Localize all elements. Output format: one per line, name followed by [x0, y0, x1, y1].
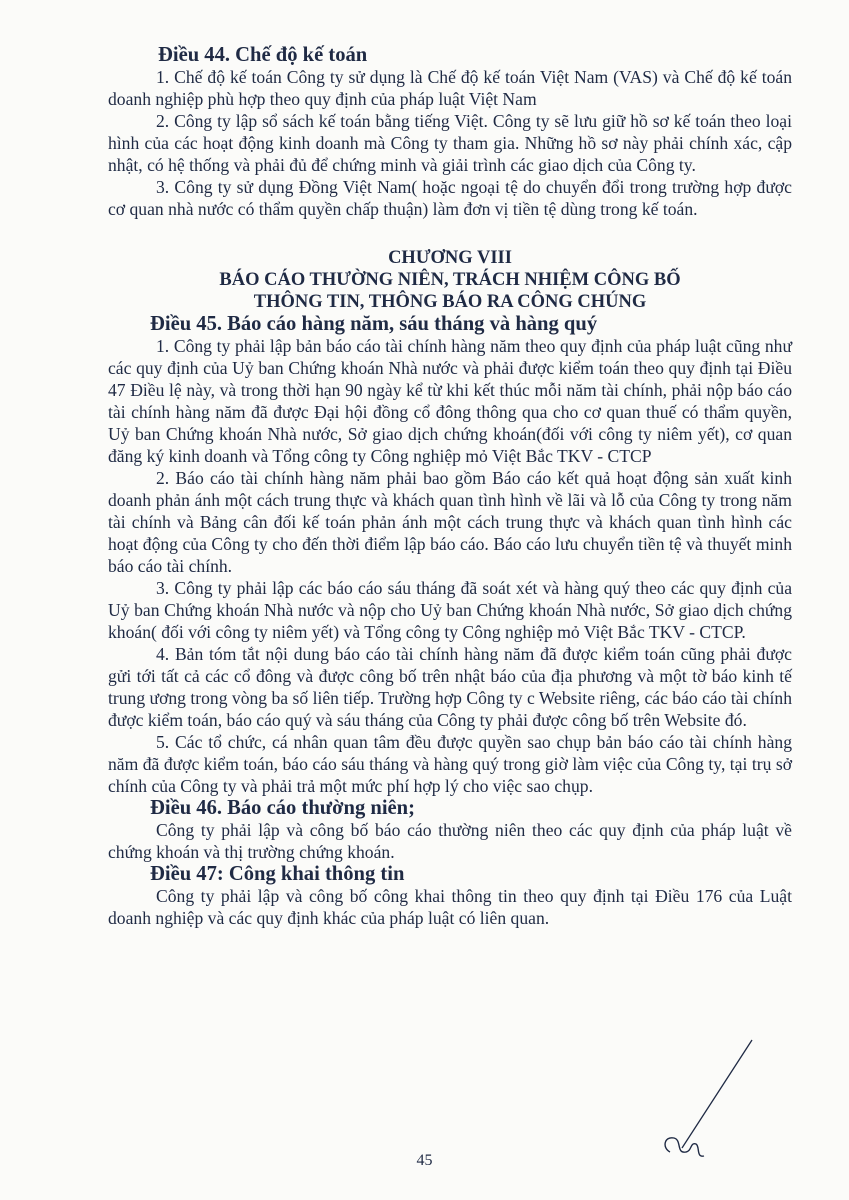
- chapter-title-line-1: BÁO CÁO THƯỜNG NIÊN, TRÁCH NHIỆM CÔNG BỐ: [219, 270, 681, 290]
- article-45-para-3: 3. Công ty phải lập các báo cáo sáu tháng đã soát xét và hàng quý theo các quy định của Uỷ ban Chứng khoán Nhà nước và nộp cho Uỷ ban Chứng khoán Nhà nước, Sở giao dịch chứng khoán( đối với công ty niêm yết) và Tổng công ty Công nghiệp mỏ Việt Bắc TKV - CTCP.: [108, 578, 792, 642]
- signature-mark: [652, 1030, 772, 1170]
- article-46-para-1: Công ty phải lập và công bố báo cáo thường niên theo các quy định của pháp luật về chứng khoán và thị trường chứng khoán.: [108, 820, 792, 862]
- article-45-para-4: 4. Bản tóm tắt nội dung báo cáo tài chính hàng năm đã được kiểm toán cũng phải được gửi tới tất cả các cổ đông và được công bố trên nhật báo của địa phương và một tờ báo kinh tế trung ương trong vòng ba số liên tiếp. Trường hợp Công ty c Website riêng, các báo cáo tài chính được kiểm toán, báo cáo quý và sáu tháng của Công ty phải được công bố trên Website đó.: [108, 644, 792, 730]
- article-44-para-3: 3. Công ty sử dụng Đồng Việt Nam( hoặc ngoại tệ do chuyển đổi trong trường hợp được cơ quan nhà nước có thẩm quyền chấp thuận) làm đơn vị tiền tệ dùng trong kế toán.: [108, 177, 792, 219]
- page-number: 45: [416, 1152, 433, 1169]
- article-44-heading: Điều 44. Chế độ kế toán: [158, 44, 368, 66]
- article-45-para-2: 2. Báo cáo tài chính hàng năm phải bao gồm Báo cáo kết quả hoạt động sản xuất kinh doanh phản ánh một cách trung thực và khách quan tình hình về lãi và lỗ của Công ty trong năm tài chính và Bảng cân đối kế toán phản ánh một cách trung thực và khách quan tình hình các hoạt động của Công ty cho đến thời điểm lập báo cáo. Báo cáo lưu chuyển tiền tệ và thuyết minh báo cáo tài chính.: [108, 468, 792, 576]
- chapter-title-line-2: THÔNG TIN, THÔNG BÁO RA CÔNG CHÚNG: [253, 292, 647, 312]
- article-44-para-1: 1. Chế độ kế toán Công ty sử dụng là Chế độ kế toán Việt Nam (VAS) và Chế độ kế toán doanh nghiệp phù hợp theo quy định của pháp luật Việt Nam: [108, 67, 792, 109]
- article-45-heading: Điều 45. Báo cáo hàng năm, sáu tháng và hàng quý: [150, 313, 598, 335]
- article-46-heading: Điều 46. Báo cáo thường niên;: [150, 797, 415, 819]
- article-45-para-1: 1. Công ty phải lập bản báo cáo tài chính hàng năm theo quy định của pháp luật cũng như các quy định của Uỷ ban Chứng khoán Nhà nước và phải được kiểm toán theo quy định tại Điều 47 Điều lệ này, và trong thời hạn 90 ngày kể từ khi kết thúc mỗi năm tài chính, phải nộp báo cáo tài chính hàng năm đã được Đại hội đồng cổ đông thông qua cho cơ quan thuế có thẩm quyền, Uỷ ban Chứng khoán Nhà nước, Sở giao dịch chứng khoán(đối với công ty niêm yết), cơ quan đăng ký kinh doanh và Tổng công ty Công nghiệp mỏ Việt Bắc TKV - CTCP: [108, 336, 792, 466]
- document-page: [108, 44, 792, 929]
- chapter-number: CHƯƠNG VIII: [388, 248, 512, 268]
- article-44-para-2: 2. Công ty lập sổ sách kế toán bằng tiếng Việt. Công ty sẽ lưu giữ hồ sơ kế toán theo loại hình của các hoạt động kinh doanh mà Công ty tham gia. Những hồ sơ này phải chính xác, cập nhật, có hệ thống và phải đủ để chứng minh và giải trình các giao dịch của Công ty.: [108, 111, 792, 175]
- article-47-para-1: Công ty phải lập và công bố công khai thông tin theo quy định tại Điều 176 của Luật doanh nghiệp và các quy định khác của pháp luật có liên quan.: [108, 886, 792, 928]
- article-45-para-5: 5. Các tổ chức, cá nhân quan tâm đều được quyền sao chụp bản báo cáo tài chính hàng năm đã được kiểm toán, báo cáo sáu tháng và hàng quý trong giờ làm việc của Công ty, tại trụ sở chính của Công ty và phải trả một mức phí hợp lý cho việc sao chụp.: [108, 732, 792, 796]
- article-47-heading: Điều 47: Công khai thông tin: [150, 863, 405, 885]
